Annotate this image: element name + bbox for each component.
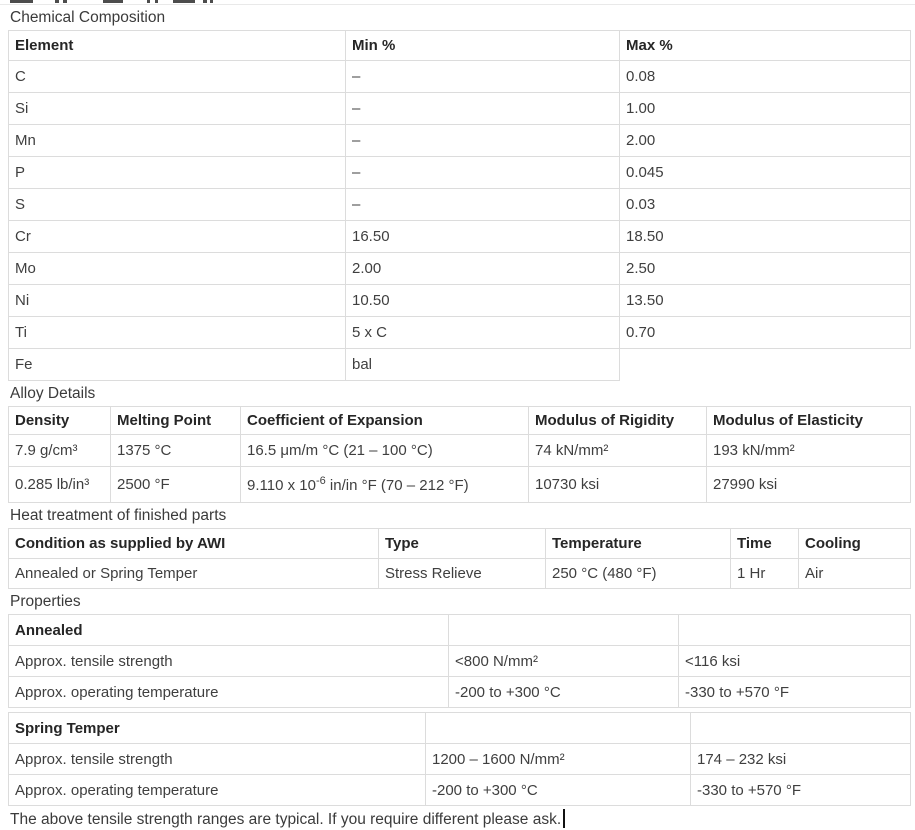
table-row <box>9 646 911 677</box>
coefficient-unit: in/in °F (70 – 212 °F) <box>325 477 469 494</box>
column-header: Density <box>9 407 111 435</box>
table-row <box>9 467 911 503</box>
table-cell: 27990 ksi <box>707 467 911 503</box>
table-cell: Mo <box>9 253 346 285</box>
table-cell: Si <box>9 93 346 125</box>
table-cell: 13.50 <box>620 285 911 317</box>
table-cell: Air <box>799 559 911 589</box>
table-cell: Annealed or Spring Temper <box>9 559 379 589</box>
table-row <box>9 221 911 253</box>
table-cell: 1375 °C <box>111 435 241 467</box>
table-row <box>9 559 911 589</box>
table-header-row <box>9 713 911 744</box>
table-cell: P <box>9 157 346 189</box>
table-cell: 2500 °F <box>111 467 241 503</box>
table-cell: 0.285 lb/in³ <box>9 467 111 503</box>
table-cell: Fe <box>9 349 346 381</box>
table-row <box>9 285 911 317</box>
table-cell: -330 to +570 °F <box>691 775 911 806</box>
column-header-empty <box>679 615 911 646</box>
table-cell: – <box>346 93 620 125</box>
table-cell: 193 kN/mm² <box>707 435 911 467</box>
footnote-text <box>10 809 915 830</box>
table-cell: Stress Relieve <box>379 559 546 589</box>
table-cell: 174 – 232 ksi <box>691 744 911 775</box>
table-cell: 1.00 <box>620 93 911 125</box>
table-row <box>9 93 911 125</box>
table-header-row <box>9 407 911 435</box>
column-header: Modulus of Elasticity <box>707 407 911 435</box>
table-cell: C <box>9 61 346 93</box>
section-title-alloy-details: Alloy Details <box>10 385 96 402</box>
table-header-row <box>9 529 911 559</box>
table-cell: bal <box>346 349 620 381</box>
table-cell: Ti <box>9 317 346 349</box>
table-row <box>9 677 911 708</box>
table-cell: 2.50 <box>620 253 911 285</box>
table-cell: 1200 – 1600 N/mm² <box>426 744 691 775</box>
table-row <box>9 349 911 381</box>
table-cell: <800 N/mm² <box>449 646 679 677</box>
table-row <box>9 189 911 221</box>
table-row <box>9 435 911 467</box>
table-cell: – <box>346 61 620 93</box>
table-cell: 2.00 <box>620 125 911 157</box>
table-cell: 5 x C <box>346 317 620 349</box>
exponent: -6 <box>315 475 326 487</box>
table-cell: Cr <box>9 221 346 253</box>
column-header: Spring Temper <box>9 713 426 744</box>
table-cell: 16.50 <box>346 221 620 253</box>
table-cell: -200 to +300 °C <box>426 775 691 806</box>
table-row <box>9 125 911 157</box>
table-cell: 1 Hr <box>731 559 799 589</box>
table-cell: 0.08 <box>620 61 911 93</box>
table-cell: Approx. operating temperature <box>9 775 426 806</box>
table-cell: 250 °C (480 °F) <box>546 559 731 589</box>
table-cell: 0.045 <box>620 157 911 189</box>
table-row <box>9 775 911 806</box>
table-row <box>9 744 911 775</box>
table-cell: -200 to +300 °C <box>449 677 679 708</box>
column-header: Time <box>731 529 799 559</box>
table-cell: 10.50 <box>346 285 620 317</box>
column-header-empty <box>691 713 911 744</box>
table-header-row <box>9 615 911 646</box>
column-header: Type <box>379 529 546 559</box>
table-cell: 16.5 μm/m °C (21 – 100 °C) <box>241 435 529 467</box>
heat-treatment-table <box>8 528 911 589</box>
table-header-row <box>9 31 911 61</box>
clipped-content-artifact <box>0 0 915 5</box>
table-row <box>9 157 911 189</box>
table-row <box>9 61 911 93</box>
properties-spring-temper-table <box>8 712 911 806</box>
table-cell: Mn <box>9 125 346 157</box>
table-row <box>9 253 911 285</box>
table-cell: 18.50 <box>620 221 911 253</box>
column-header: Min % <box>346 31 620 61</box>
table-cell: 10730 ksi <box>529 467 707 503</box>
column-header: Melting Point <box>111 407 241 435</box>
table-cell: -330 to +570 °F <box>679 677 911 708</box>
text-cursor-caret <box>563 809 565 828</box>
alloy-details-table <box>8 406 911 503</box>
table-cell: 2.00 <box>346 253 620 285</box>
table-cell: <116 ksi <box>679 646 911 677</box>
footnote-label: The above tensile strength ranges are typical. If you require different please ask. <box>10 811 562 828</box>
table-cell: Approx. tensile strength <box>9 646 449 677</box>
table-cell: Ni <box>9 285 346 317</box>
section-title-properties: Properties <box>10 593 81 610</box>
table-cell: – <box>346 125 620 157</box>
column-header: Temperature <box>546 529 731 559</box>
table-cell: Approx. operating temperature <box>9 677 449 708</box>
column-header: Element <box>9 31 346 61</box>
column-header: Modulus of Rigidity <box>529 407 707 435</box>
chemical-composition-table <box>8 30 911 381</box>
section-title-heat-treatment: Heat treatment of finished parts <box>10 507 227 524</box>
table-cell: 74 kN/mm² <box>529 435 707 467</box>
column-header: Condition as supplied by AWI <box>9 529 379 559</box>
properties-annealed-table <box>8 614 911 708</box>
table-cell: – <box>346 189 620 221</box>
table-cell: 0.70 <box>620 317 911 349</box>
column-header-empty <box>426 713 691 744</box>
column-header: Coefficient of Expansion <box>241 407 529 435</box>
table-cell: S <box>9 189 346 221</box>
column-header: Max % <box>620 31 911 61</box>
table-cell: Approx. tensile strength <box>9 744 426 775</box>
coefficient-value: 9.110 x 10 <box>247 477 316 494</box>
table-cell: 0.03 <box>620 189 911 221</box>
table-cell: – <box>346 157 620 189</box>
section-title-chemical-composition: Chemical Composition <box>10 9 166 26</box>
table-cell <box>241 467 529 503</box>
table-row <box>9 317 911 349</box>
column-header: Cooling <box>799 529 911 559</box>
column-header: Annealed <box>9 615 449 646</box>
column-header-empty <box>449 615 679 646</box>
table-cell: 7.9 g/cm³ <box>9 435 111 467</box>
